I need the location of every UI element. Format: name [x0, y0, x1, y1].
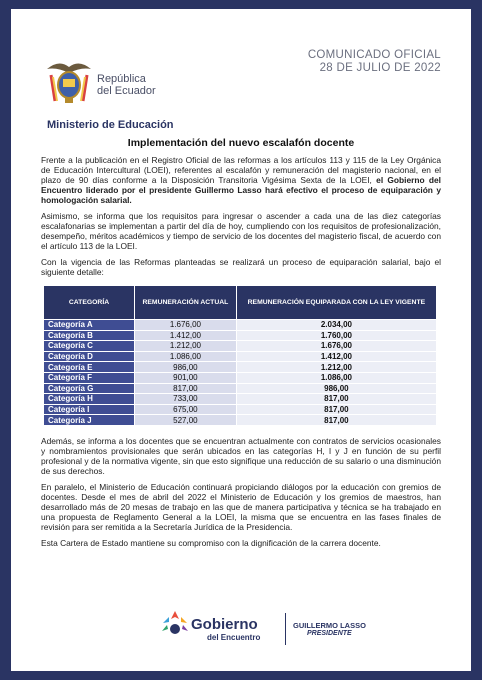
president-name: GUILLERMO LASSO [293, 621, 366, 630]
current-salary-cell: 901,00 [135, 372, 237, 383]
paragraph-3: Con la vigencia de las Reformas planteadas se realizará un proceso de equiparación salarial, bajo el siguiente detalle: [41, 257, 441, 277]
current-salary-cell: 817,00 [135, 383, 237, 394]
current-salary-cell: 1.086,00 [135, 351, 237, 362]
equalized-salary-cell: 817,00 [236, 394, 436, 405]
paragraph-1 [41, 155, 441, 205]
table-row [44, 362, 437, 373]
equalized-salary-cell: 817,00 [236, 404, 436, 415]
communique-header [308, 49, 441, 75]
category-cell: Categoría J [44, 415, 135, 426]
paragraph-2: Asimismo, se informa que los requisitos para ingresar o ascender a cada una de las diez categorías escalafonarias se implementan a partir del día de hoy, cumpliendo con los requisitos de profesionalización, desempeño, méritos académicos y tiempo de servicio de los docentes del magisterio fiscal, de acuerdo con el artículo 113 de la LOEI. [41, 211, 441, 251]
table-row [44, 320, 437, 331]
paragraph-1-bold: el Gobierno del Encuentro liderado por el presidente Guillermo Lasso hará efectivo el proceso de equiparación y homologación salarial. [41, 175, 441, 205]
president-title: PRESIDENTE [307, 630, 352, 637]
salary-table [43, 285, 437, 426]
ministry-name: Ministerio de Educación [47, 119, 174, 131]
communique-date: 28 DE JULIO DE 2022 [319, 62, 441, 74]
category-cell: Categoría G [44, 383, 135, 394]
salary-table-header-row [44, 286, 437, 320]
equalized-salary-cell: 1.412,00 [236, 351, 436, 362]
gobierno-logo-subtitle: del Encuentro [207, 633, 261, 642]
current-salary-cell: 1.676,00 [135, 320, 237, 331]
document-body [41, 137, 441, 554]
current-salary-cell: 1.412,00 [135, 330, 237, 341]
category-cell: Categoría B [44, 330, 135, 341]
government-footer [161, 609, 441, 649]
header-category: CATEGORÍA [44, 286, 135, 320]
equalized-salary-cell: 986,00 [236, 383, 436, 394]
category-cell: Categoría A [44, 320, 135, 331]
country-logo-line2: del Ecuador [97, 85, 156, 97]
country-logo-line1: República [97, 73, 146, 85]
category-cell: Categoría D [44, 351, 135, 362]
category-cell: Categoría E [44, 362, 135, 373]
category-cell: Categoría C [44, 341, 135, 352]
footer-divider [285, 613, 286, 645]
table-row [44, 372, 437, 383]
table-row [44, 383, 437, 394]
category-cell: Categoría H [44, 394, 135, 405]
table-row [44, 404, 437, 415]
equalized-salary-cell: 1.760,00 [236, 330, 436, 341]
paragraph-5: En paralelo, el Ministerio de Educación continuará propiciando diálogos por la educación con gremios de docentes. Desde el mes de abril del 2022 el Ministerio de Educación y los gremios de maestros, han desarrollado más de 20 mesas de trabajo en las que de manera participativa y técnica se ha trabajado en una propuesta de Reglamento General a la LOEI, la misma que se encuentra en las fases finales de revisión para ser remitida a la Secretaría Jurídica de la Presidencia. [41, 481, 441, 532]
header-current-salary: REMUNERACIÓN ACTUAL [135, 286, 237, 320]
document-title: Implementación del nuevo escalafón docente [127, 137, 355, 149]
equalized-salary-cell: 2.034,00 [236, 320, 436, 331]
equalized-salary-cell: 1.212,00 [236, 362, 436, 373]
document-page [11, 9, 471, 671]
equalized-salary-cell: 1.086,00 [236, 372, 436, 383]
current-salary-cell: 675,00 [135, 404, 237, 415]
table-row [44, 351, 437, 362]
current-salary-cell: 1.212,00 [135, 341, 237, 352]
gobierno-encuentro-logo-icon [161, 609, 189, 645]
country-logo-text [97, 73, 156, 97]
table-row [44, 330, 437, 341]
current-salary-cell: 733,00 [135, 394, 237, 405]
category-cell: Categoría F [44, 372, 135, 383]
table-row [44, 415, 437, 426]
paragraph-4: Además, se informa a los docentes que se encuentran actualmente con contratos de servicios ocasionales y nombramientos provisionales que serán ubicados en las categorías H, I y J en función de su perfil profesional y de la normativa vigente, sin que esto signifique una reducción de su salario o una disminución de sus derechos. [41, 435, 441, 476]
category-cell: Categoría I [44, 404, 135, 415]
paragraph-6: Esta Cartera de Estado mantiene su compromiso con la dignificación de la carrera docente. [41, 537, 381, 548]
table-row [44, 341, 437, 352]
gobierno-logo-title: Gobierno [191, 616, 258, 633]
equalized-salary-cell: 1.676,00 [236, 341, 436, 352]
equalized-salary-cell: 817,00 [236, 415, 436, 426]
table-row [44, 394, 437, 405]
ecuador-coat-of-arms-icon [45, 55, 93, 107]
paragraph-1-text: Frente a la publicación en el Registro Oficial de las reformas a los artículos 113 y 115 de la Ley Orgánica de Educación Intercultural (LOEI), referentes al escalafón y remuneración del magisterio nacional, en el plazo de 90 días conforme a la Disposición Transitoria Vigésima Sexta de la LOEI, [41, 155, 441, 185]
communique-label: COMUNICADO OFICIAL [307, 49, 441, 61]
header-equalized-salary: REMUNERACIÓN EQUIPARADA CON LA LEY VIGENTE [236, 286, 436, 320]
current-salary-cell: 986,00 [135, 362, 237, 373]
current-salary-cell: 527,00 [135, 415, 237, 426]
